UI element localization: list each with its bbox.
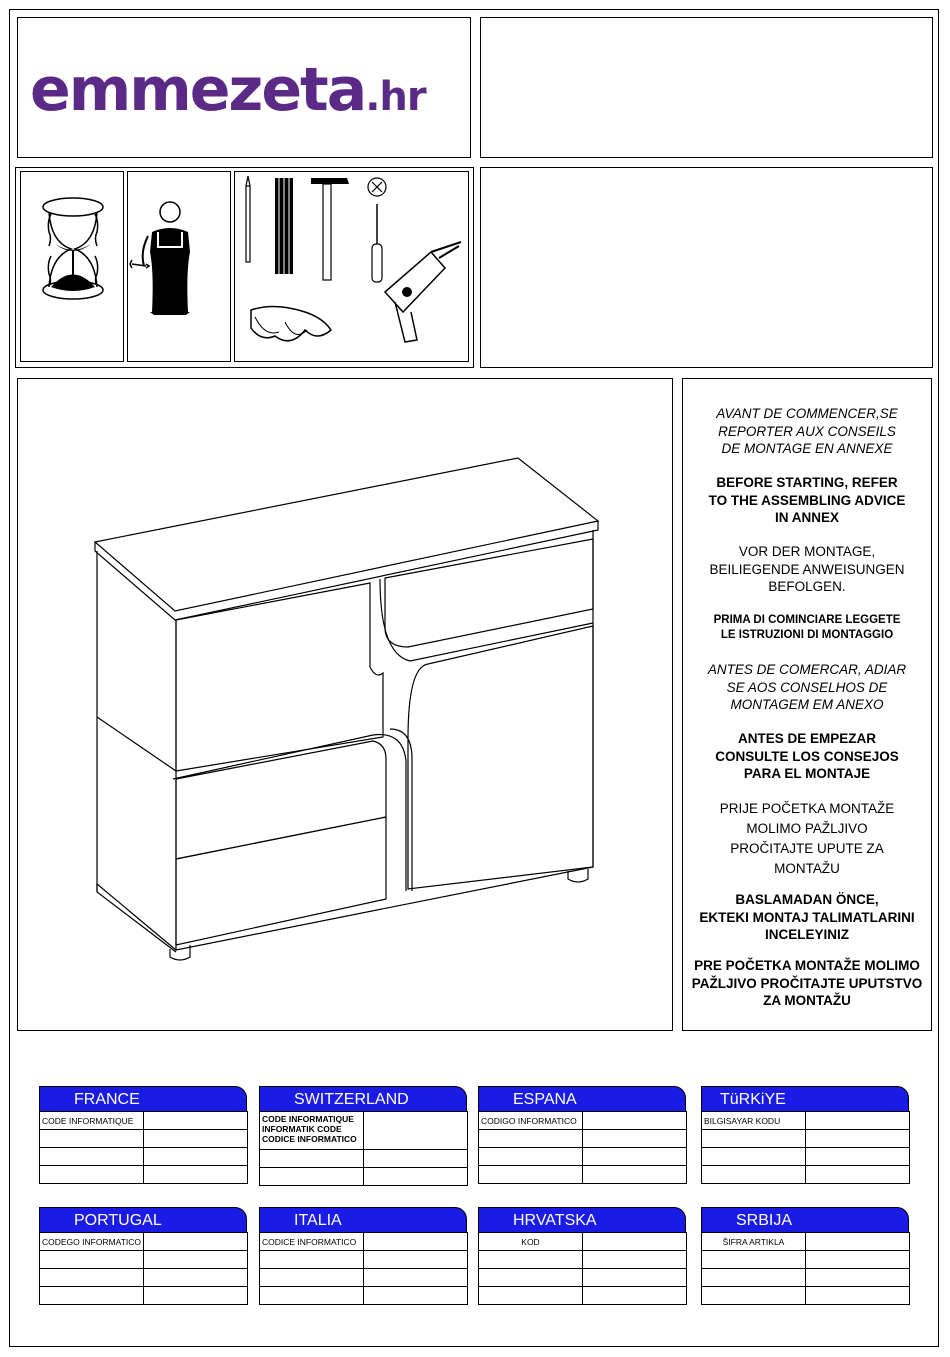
bottom-left-drawer xyxy=(176,817,386,945)
note-italian: PRIMA DI COMINCIARE LEGGETE LE ISTRUZIONI DI MONTAGGIO xyxy=(713,614,901,641)
country-tab: TüRKiYE xyxy=(701,1086,909,1112)
note-portuguese: ANTES DE COMERCAR, ADIAR SE AOS CONSELHOS DE MONTAGEM EM ANEXO xyxy=(707,662,907,712)
right-door xyxy=(408,626,593,889)
country-hrvatska xyxy=(478,1207,688,1311)
worker-icon xyxy=(128,172,232,363)
country-tab: ESPANA xyxy=(478,1086,686,1112)
code-table: BILGISAYAR KODU xyxy=(701,1111,910,1184)
brand-logo: emmezeta.hr xyxy=(30,55,426,125)
country-srbija xyxy=(701,1207,911,1311)
note-serbian: PRE POČETKA MONTAŽE MOLIMO PAŽLJIVO PROČITAJTE UPUTSTVO ZA MONTAŽU xyxy=(691,958,923,1008)
country-italia xyxy=(259,1207,469,1311)
pencil-icon xyxy=(246,176,250,262)
country-tab: PORTUGAL xyxy=(39,1207,247,1233)
safety-glasses-icon xyxy=(251,306,331,340)
note-english: BEFORE STARTING, REFER TO THE ASSEMBLING ADVICE IN ANNEX xyxy=(708,475,906,525)
blank-box-top-right xyxy=(480,17,933,158)
note-croatian: PRIJE POČETKA MONTAŽE MOLIMO PAŽLJIVO PROČITAJTE UPUTE ZA MONTAŽU xyxy=(719,801,895,876)
hammer-icon xyxy=(311,178,349,280)
code-table: CODICE INFORMATICO xyxy=(259,1232,468,1305)
upper-right-drawer xyxy=(385,539,593,647)
country-france xyxy=(39,1086,249,1190)
folding-ruler-icon xyxy=(275,178,293,274)
cabinet-drawing xyxy=(18,379,674,1032)
upper-left-door xyxy=(176,583,383,771)
code-table: CODEGO INFORMATICO xyxy=(39,1232,248,1305)
country-turkiye xyxy=(701,1086,911,1190)
country-tab: HRVATSKA xyxy=(478,1207,686,1233)
lower-left-drawer xyxy=(176,741,386,859)
blank-box-middle-right xyxy=(480,167,933,368)
tools-drawing xyxy=(235,172,470,363)
no-flat-screwdriver-icon xyxy=(368,178,386,196)
country-switzerland xyxy=(259,1086,469,1190)
hourglass-panel xyxy=(20,171,124,362)
worker-panel xyxy=(127,171,231,362)
screwdriver-icon xyxy=(372,204,382,282)
note-french: AVANT DE COMMENCER,SE REPORTER AUX CONSEILS DE MONTAGE EN ANNEXE xyxy=(716,406,898,456)
logo-box xyxy=(17,17,471,158)
hourglass-icon xyxy=(21,172,125,363)
note-german: VOR DER MONTAGE, BEILIEGENDE ANWEISUNGEN BEFOLGEN. xyxy=(709,544,905,594)
country-tab: SRBIJA xyxy=(701,1207,909,1233)
drill-icon xyxy=(385,242,461,342)
code-table: CODIGO INFORMATICO xyxy=(478,1111,687,1184)
note-turkish: BASLAMADAN ÖNCE, EKTEKI MONTAJ TALIMATLARINI INCELEYINIZ xyxy=(699,892,915,942)
country-espana xyxy=(478,1086,688,1190)
code-table: KOD xyxy=(478,1232,687,1305)
code-table: CODE INFORMATIQUE INFORMATIK CODE CODICE INFORMATICO xyxy=(259,1111,468,1186)
code-table: CODE INFORMATIQUE xyxy=(39,1111,248,1184)
country-tab: ITALIA xyxy=(259,1207,467,1233)
assembly-advice-panel xyxy=(682,378,932,1031)
country-tab: FRANCE xyxy=(39,1086,247,1112)
country-tab: SWITZERLAND xyxy=(259,1086,467,1112)
product-drawing-box xyxy=(17,378,673,1031)
note-spanish: ANTES DE EMPEZAR CONSULTE LOS CONSEJOS PARA EL MONTAJE xyxy=(715,731,899,781)
country-portugal xyxy=(39,1207,249,1311)
tools-list-panel xyxy=(234,171,469,362)
code-table: ŠIFRA ARTIKLA xyxy=(701,1232,910,1305)
